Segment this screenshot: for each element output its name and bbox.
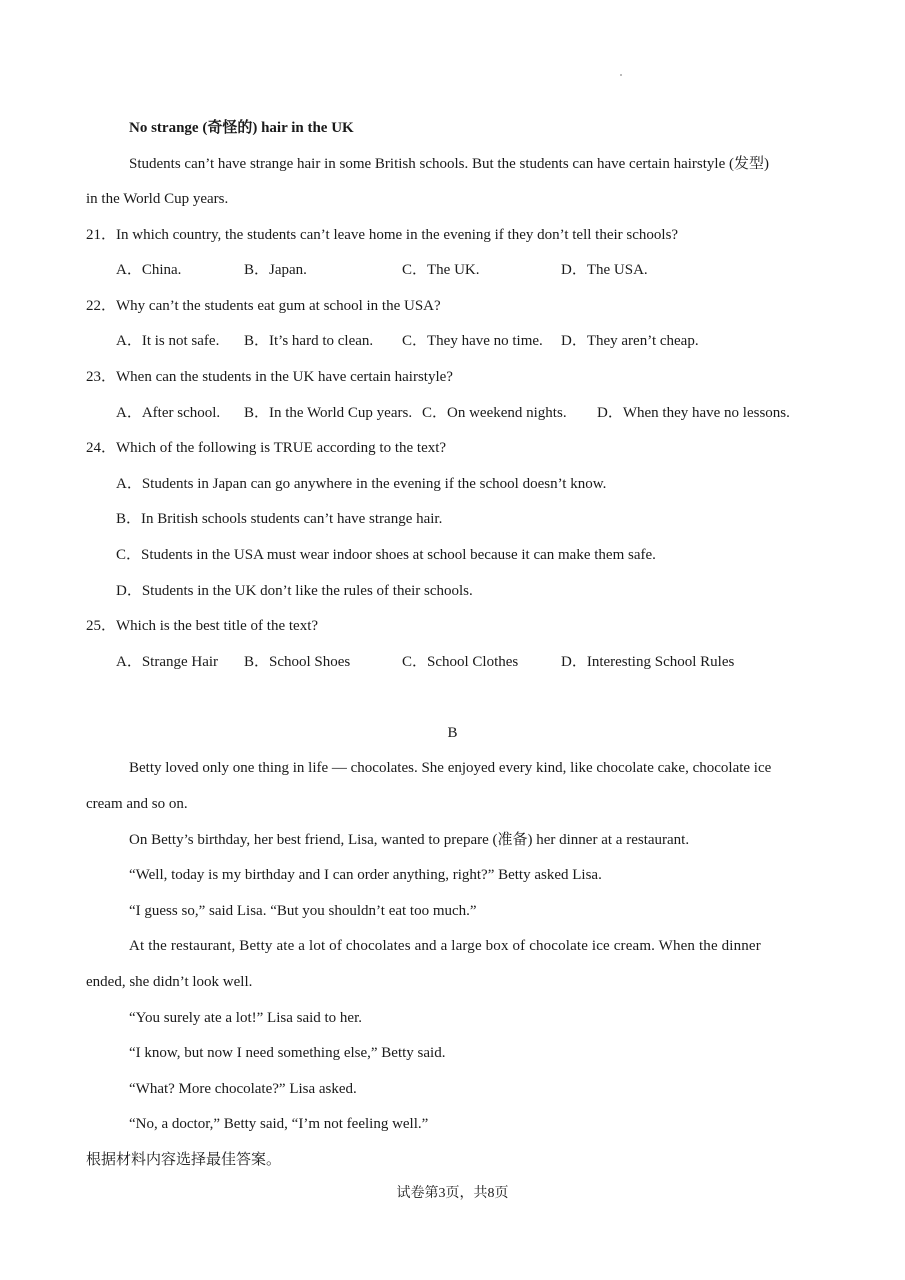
option-25-d: D．Interesting School Rules — [561, 654, 735, 670]
passage-b-line: At the restaurant, Betty ate a lot of chocolates and a large box of chocolate ice cream. When the dinner — [129, 938, 761, 954]
option-22-a: A．It is not safe. — [116, 333, 220, 349]
passage-b-line: “What? More chocolate?” Lisa asked. — [129, 1081, 357, 1097]
option-21-a: A．China. — [116, 262, 182, 278]
passage-b-line: ended, she didn’t look well. — [86, 974, 253, 990]
option-24-b: B．In British schools students can’t have strange hair. — [116, 511, 443, 527]
passage-b-line: cream and so on. — [86, 796, 188, 812]
option-21-b: B．Japan. — [244, 262, 307, 278]
option-21-d: D．The USA. — [561, 262, 648, 278]
question-stem-24: 24．Which of the following is TRUE according to the text? — [86, 440, 447, 456]
passage-b-line: “I guess so,” said Lisa. “But you shouldn’t eat too much.” — [129, 903, 477, 919]
option-23-d: D．When they have no lessons. — [597, 405, 790, 421]
option-23-a: A．After school. — [116, 405, 221, 421]
passage-b-line: “You surely ate a lot!” Lisa said to her. — [129, 1010, 363, 1026]
passage-b-line: On Betty’s birthday, her best friend, Lisa, wanted to prepare (准备) her dinner at a restaurant. — [129, 832, 690, 848]
scan-speck — [620, 74, 622, 76]
option-23-c: C．On weekend nights. — [422, 405, 567, 421]
question-stem-23: 23．When can the students in the UK have certain hairstyle? — [86, 369, 453, 385]
option-25-c: C．School Clothes — [402, 654, 519, 670]
option-21-c: C．The UK. — [402, 262, 480, 278]
passage-b-line: Betty loved only one thing in life — chocolates. She enjoyed every kind, like chocolate cake, chocolate ice — [129, 760, 772, 776]
option-24-c: C．Students in the USA must wear indoor shoes at school because it can make them safe. — [116, 547, 656, 563]
question-stem-21: 21．In which country, the students can’t leave home in the evening if they don’t tell their schools? — [86, 227, 679, 243]
paragraph-line: Students can’t have strange hair in some British schools. But the students can have certain hairstyle (发型) — [129, 156, 769, 172]
passage-heading: No strange (奇怪的) hair in the UK — [129, 120, 354, 136]
option-23-b: B．In the World Cup years. — [244, 405, 413, 421]
instruction-text: 根据材料内容选择最佳答案。 — [86, 1152, 282, 1168]
option-22-b: B．It’s hard to clean. — [244, 333, 374, 349]
question-stem-25: 25．Which is the best title of the text? — [86, 618, 319, 634]
passage-b-line: “No, a doctor,” Betty said, “I’m not feeling well.” — [129, 1116, 429, 1132]
option-25-b: B．School Shoes — [244, 654, 351, 670]
option-24-d: D．Students in the UK don’t like the rules of their schools. — [116, 583, 473, 599]
page-footer: 试卷第3页，共8页 — [396, 1186, 509, 1201]
option-25-a: A．Strange Hair — [116, 654, 219, 670]
question-stem-22: 22．Why can’t the students eat gum at school in the USA? — [86, 298, 441, 314]
paragraph-line: in the World Cup years. — [86, 191, 229, 207]
option-24-a: A．Students in Japan can go anywhere in the evening if the school doesn’t know. — [116, 476, 607, 492]
option-22-c: C．They have no time. — [402, 333, 543, 349]
passage-b-line: “I know, but now I need something else,” Betty said. — [129, 1045, 446, 1061]
section-label-b: B — [447, 725, 458, 741]
passage-b-line: “Well, today is my birthday and I can order anything, right?” Betty asked Lisa. — [129, 867, 602, 883]
option-22-d: D．They aren’t cheap. — [561, 333, 699, 349]
